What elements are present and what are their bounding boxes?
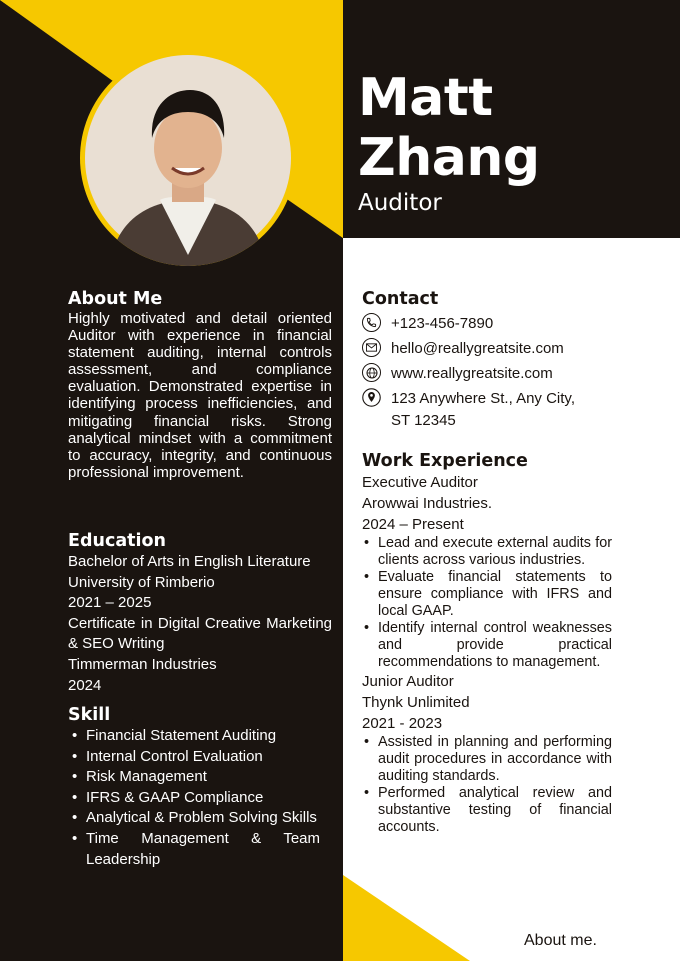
globe-icon xyxy=(362,363,381,382)
job-company: Thynk Unlimited xyxy=(362,694,470,711)
skill-item: • Risk Management xyxy=(68,767,320,788)
work-section xyxy=(362,450,612,836)
skill-item: • Internal Control Evaluation xyxy=(68,747,320,768)
contact-title: Contact xyxy=(362,289,439,309)
education-degree: Certificate in Digital Creative Marketing & SEO Writing xyxy=(68,614,332,653)
name-block xyxy=(358,68,540,216)
address-text xyxy=(391,388,575,432)
contact-email xyxy=(362,338,564,360)
skill-item: • Time Management & Team Leadership xyxy=(68,829,320,870)
website-text[interactable]: www.reallygreatsite.com xyxy=(391,365,553,382)
education-school: University of Rimberio xyxy=(68,573,215,591)
profile-photo xyxy=(80,50,296,266)
skills-section xyxy=(68,704,320,870)
job-title: Auditor xyxy=(358,190,442,216)
about-section xyxy=(68,288,332,481)
about-text: Highly motivated and detail oriented Auditor with experience in financial statement auditing, internal controls assessment, and compliance evaluation. Demonstrated expertise in identifying process inefficiencies, and mitigating financial risks. Strong analytical mindset with a commitment to accuracy, integrity, and continuous professional improvement. xyxy=(68,310,332,481)
skill-item: • IFRS & GAAP Compliance xyxy=(68,788,320,809)
job-company: Arowwai Industries. xyxy=(362,495,493,512)
education-years: 2024 xyxy=(68,676,102,694)
skill-item: • Analytical & Problem Solving Skills xyxy=(68,808,320,829)
job-bullet: • Assisted in planning and performing audit procedures in accordance with auditing standards. xyxy=(362,734,612,785)
job-period: 2024 – Present xyxy=(362,516,464,533)
skills-title: Skill xyxy=(68,705,111,725)
job-bullet: • Identify internal control weaknesses and provide practical recommendations to management. xyxy=(362,620,612,671)
email-icon xyxy=(362,338,381,357)
contact-phone xyxy=(362,313,493,335)
job-bullets xyxy=(362,734,612,836)
education-school: Timmerman Industries xyxy=(68,655,217,673)
job-bullet: • Lead and execute external audits for clients across various industries. xyxy=(362,535,612,569)
job-role: Executive Auditor xyxy=(362,474,478,491)
phone-text[interactable]: +123-456-7890 xyxy=(391,315,494,332)
address-line2: ST 12345 xyxy=(391,412,456,429)
name-first: Matt xyxy=(358,68,493,128)
job-bullet: • Evaluate financial statements to ensure compliance with IFRS and local GAAP. xyxy=(362,569,612,620)
job-role: Junior Auditor xyxy=(362,673,454,690)
contact-address xyxy=(362,388,575,432)
education-section xyxy=(68,530,332,696)
work-title: Work Experience xyxy=(362,451,528,471)
skills-list xyxy=(68,726,320,870)
yellow-bottom-triangle xyxy=(343,875,470,961)
job-period: 2021 - 2023 xyxy=(362,715,443,732)
education-title: Education xyxy=(68,531,166,551)
education-degree: Bachelor of Arts in English Literature xyxy=(68,553,311,570)
footer-note: About me. xyxy=(524,932,597,949)
location-pin-icon xyxy=(362,388,381,407)
address-line1: 123 Anywhere St., Any City, xyxy=(391,390,575,407)
contact-website xyxy=(362,363,553,385)
job-bullet: • Performed analytical review and substantive testing of financial accounts. xyxy=(362,785,612,836)
phone-icon xyxy=(362,313,381,332)
contact-section xyxy=(362,288,612,310)
name-last: Zhang xyxy=(358,128,540,188)
email-text[interactable]: hello@reallygreatsite.com xyxy=(391,340,564,357)
about-title: About Me xyxy=(68,289,163,309)
job-bullets xyxy=(362,535,612,671)
skill-item: • Financial Statement Auditing xyxy=(68,726,320,747)
person-portrait-icon xyxy=(80,50,296,266)
education-years: 2021 – 2025 xyxy=(68,594,152,612)
